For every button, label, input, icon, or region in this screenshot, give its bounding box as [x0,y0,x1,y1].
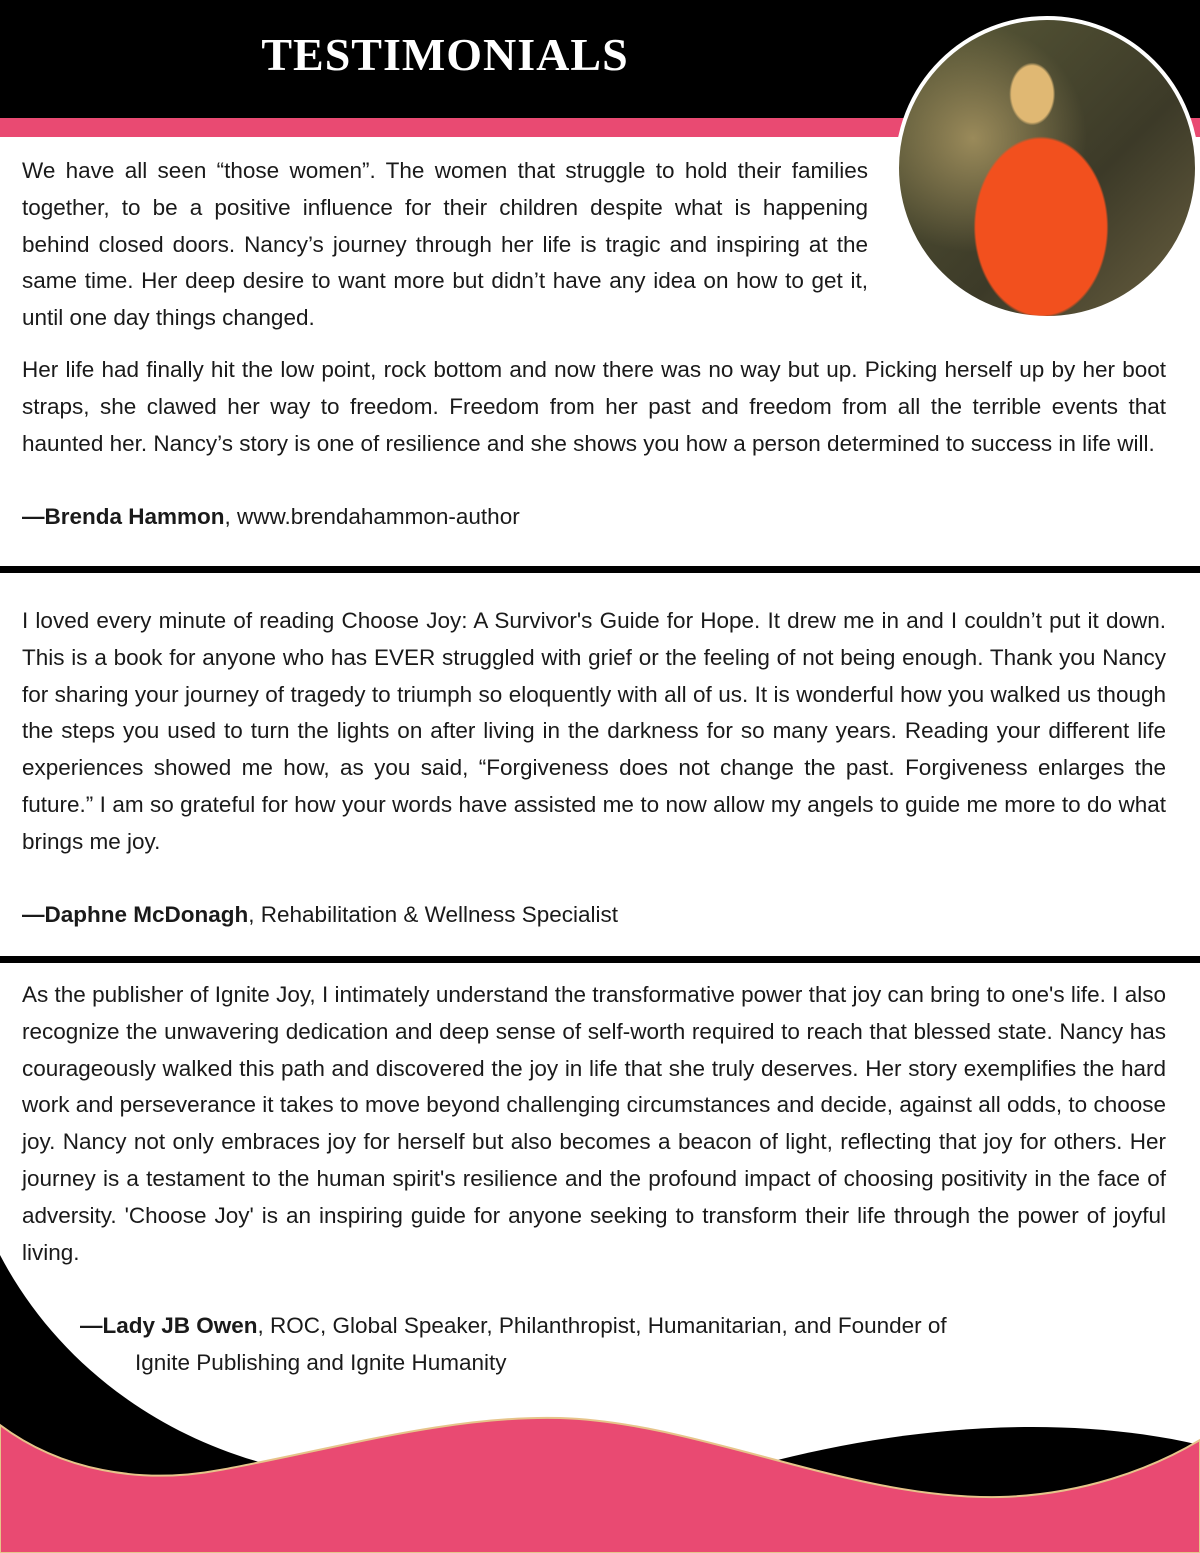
author-affiliation: , www.brendahammon-author [224,504,520,529]
testimonial-3-paragraph: As the publisher of Ignite Joy, I intimately understand the transformative power that joy can bring to one's life. I also recognize the unwavering dedication and deep sense of self-worth required to reach that blessed state. Nancy has courageously walked this path and discovered the joy in life that she truly deserves. Her story exemplifies the hard work and perseverance it takes to move beyond challenging circumstances and decide, against all odds, to choose joy. Nancy not only embraces joy for herself but also becomes a beacon of light, reflecting that joy for others. Her journey is a testament to the human spirit's resilience and the profound impact of choosing positivity in the face of adversity. 'Choose Joy' is an inspiring guide for anyone seeking to transform their life through the power of joyful living. [22,982,1166,1265]
author-affiliation: , Rehabilitation & Wellness Specialist [248,902,619,927]
author-name: —Brenda Hammon [22,504,225,529]
testimonial-2-paragraph: I loved every minute of reading Choose Joy: A Survivor's Guide for Hope. It drew me in and I couldn’t put it down. This is a book for anyone who has EVER struggled with grief or the feeling of not being enough. Thank you Nancy for sharing your journey of tragedy to triumph so eloquently with all of us. It is wonderful how you walked us though the steps you used to turn the lights on after living in the darkness for so many years. Reading your different life experiences showed me how, as you said, “Forgiveness does not change the past. Forgiveness enlarges the future.” I am so grateful for how your words have assisted me to now allow my angels to guide me more to do what brings me joy. [22,608,1166,854]
page-title: TESTIMONIALS [261,29,629,80]
author-name: —Daphne McDonagh [22,902,249,927]
testimonial-3-affiliation-line-2: Ignite Publishing and Ignite Humanity [135,1350,507,1375]
author-name: —Lady JB Owen [80,1313,258,1338]
author-affiliation: , ROC, Global Speaker, Philanthropist, Humanitarian, and Founder of [257,1313,947,1338]
testimonial-1-paragraph-2: Her life had finally hit the low point, rock bottom and now there was no way but up. Picking herself up by her boot straps, she clawed her way to freedom. Freedom from her past and freedom from all the terrible events that haunted her. Nancy’s story is one of resilience and she shows you how a person determined to success in life will. [22,357,1166,456]
testimonial-1-paragraph-1: We have all seen “those women”. The women that struggle to hold their families together, to be a positive influence for their children despite what is happening behind closed doors. Nancy’s journey through her life is tragic and inspiring at the same time. Her deep desire to want more but didn’t have any idea on how to get it, until one day things changed. [22,158,868,331]
testimonial-3-signature [80,1308,947,1345]
